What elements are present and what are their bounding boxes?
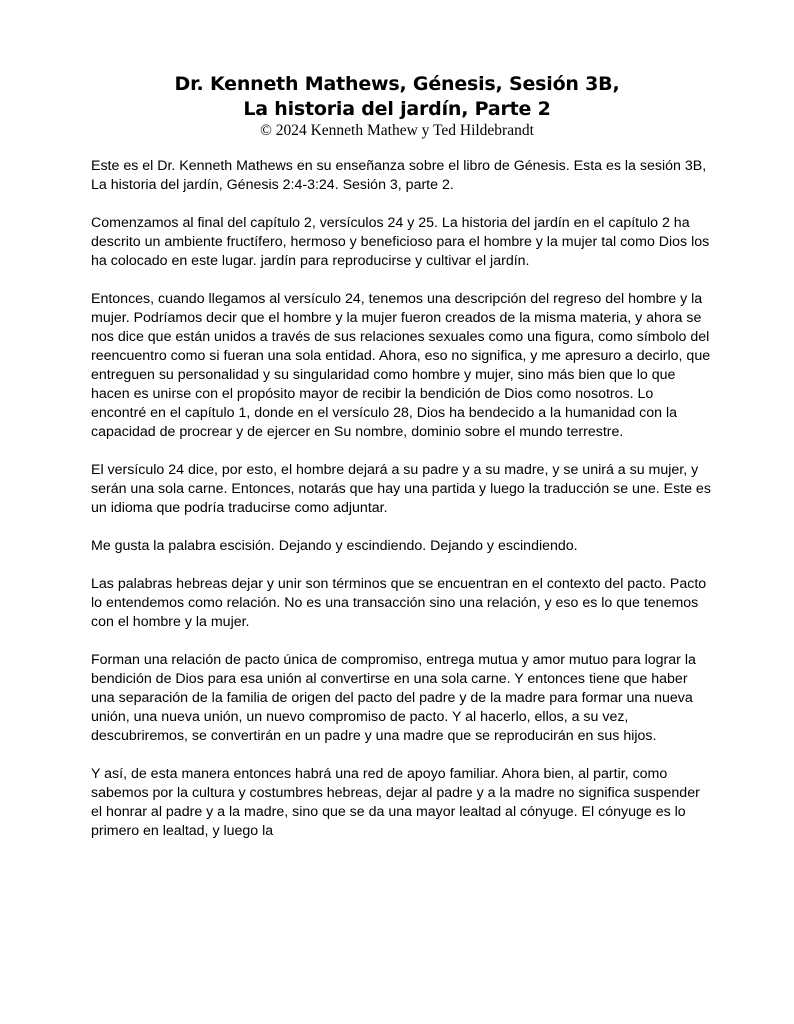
paragraph-8: Y así, de esta manera entonces habrá una red de apoyo familiar. Ahora bien, al partir, como sabemos por la cultura y costumbres hebreas, dejar al padre y a la madre no significa suspender el honrar al padre y a la madre, sino que se da una mayor lealtad al cónyuge. El cónyuge es lo primero en lealtad, y luego la <box>91 766 700 839</box>
paragraph-6: Las palabras hebreas dejar y unir son términos que se encuentran en el contexto del pacto. Pacto lo entendemos como relación. No es una transacción sino una relación, y eso es lo que tenemos con el hombre y la mujer. <box>91 576 707 630</box>
paragraph-2: Comenzamos al final del capítulo 2, versículos 24 y 25. La historia del jardín en el capítulo 2 ha descrito un ambiente fructífero, hermoso y beneficioso para el hombre y la mujer tal como Dios los ha colocado en este lugar. jardín para reproducirse y cultivar el jardín. <box>91 215 710 269</box>
paragraph-5: Me gusta la palabra escisión. Dejando y escindiendo. Dejando y escindiendo. <box>91 538 578 554</box>
paragraph-1: Este es el Dr. Kenneth Mathews en su enseñanza sobre el libro de Génesis. Esta es la sesión 3B, La historia del jardín, Génesis 2:4-3:24. Sesión 3, parte 2. <box>91 158 707 193</box>
copyright-line: © 2024 Kenneth Mathew y Ted Hildebrandt <box>260 122 534 139</box>
page-title: Dr. Kenneth Mathews, Génesis, Sesión 3B, <box>174 73 620 95</box>
paragraph-3: Entonces, cuando llegamos al versículo 24, tenemos una descripción del regreso del hombre y la mujer. Podríamos decir que el hombre y la mujer fueron creados de la misma materia, y ahora se nos dice que están unidos a través de sus relaciones sexuales como una figura, como símbolo del reencuentro como si fueran una sola entidad. Ahora, eso no significa, y me apresuro a decirlo, que entreguen su personalidad y su singularidad como hombre y mujer, sino más bien que lo que hacen es unirse con el propósito mayor de recibir la bendición de Dios como nosotros. Lo encontré en el capítulo 1, donde en el versículo 28, Dios ha bendecido a la humanidad con la capacidad de procrear y de ejercer en Su nombre, dominio sobre el mundo terrestre. <box>91 291 711 440</box>
paragraph-7: Forman una relación de pacto única de compromiso, entrega mutua y amor mutuo para lograr la bendición de Dios para esa unión al convertirse en una sola carne. Y entonces tiene que haber una separación de la familia de origen del pacto del padre y de la madre para formar una nueva unión, una nueva unión, un nuevo compromiso de pacto. Y al hacerlo, ellos, a su vez, descubriremos, se convertirán en un padre y una madre que se reproducirán en sus hijos. <box>91 652 696 744</box>
title-block <box>0 72 794 139</box>
body-text <box>91 157 711 860</box>
page-subtitle: La historia del jardín, Parte 2 <box>243 98 551 120</box>
paragraph-4: El versículo 24 dice, por esto, el hombre dejará a su padre y a su madre, y se unirá a su mujer, y serán una sola carne. Entonces, notarás que hay una partida y luego la traducción se une. Este es un idioma que podría traducirse como adjuntar. <box>91 462 711 516</box>
